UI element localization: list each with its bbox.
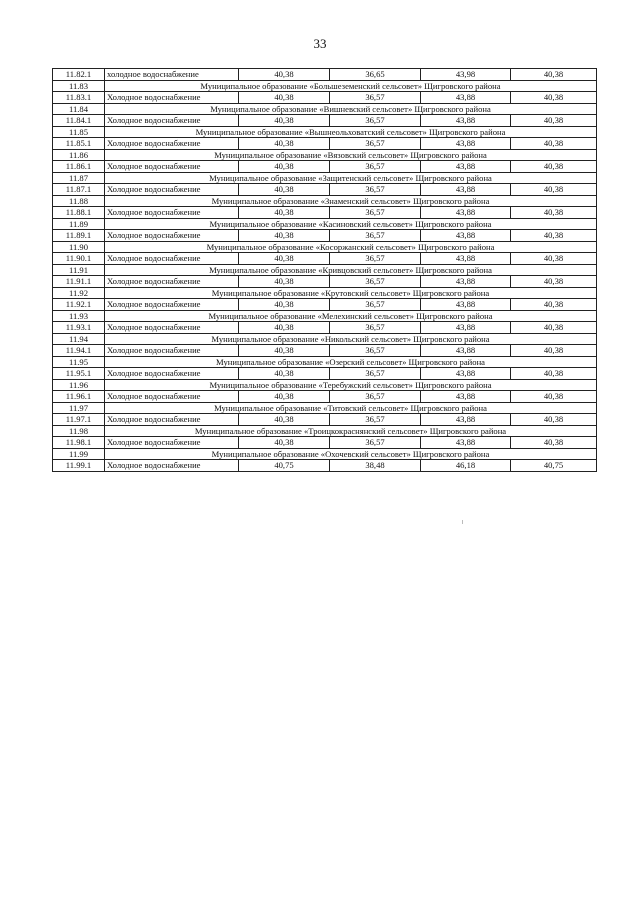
tariff-value-1: 40,38: [239, 207, 330, 219]
municipality-title: Муниципальное образование «Озерский сельсовет» Щигровского района: [105, 356, 597, 368]
tariff-value-4: 40,38: [511, 253, 597, 265]
row-code: 11.83.1: [53, 92, 105, 104]
municipality-header-row: [53, 195, 597, 207]
service-name: Холодное водоснабжение: [105, 92, 239, 104]
tariff-row: [53, 253, 597, 265]
tariff-value-3: 43,98: [421, 69, 511, 81]
tariff-value-4: 40,38: [511, 391, 597, 403]
row-code: 11.89: [53, 218, 105, 230]
service-name: Холодное водоснабжение: [105, 161, 239, 173]
municipality-title: Муниципальное образование «Троицкокраснянский сельсовет» Щигровского района: [105, 425, 597, 437]
tariff-value-3: 43,88: [421, 276, 511, 288]
row-code: 11.99.1: [53, 460, 105, 472]
municipality-header-row: [53, 333, 597, 345]
tariff-value-4: 40,38: [511, 161, 597, 173]
service-name: Холодное водоснабжение: [105, 414, 239, 426]
tariff-value-2: 36,57: [330, 92, 421, 104]
row-code: 11.91: [53, 264, 105, 276]
row-code: 11.99: [53, 448, 105, 460]
municipality-header-row: [53, 241, 597, 253]
tariff-value-4: 40,38: [511, 345, 597, 357]
row-code: 11.88.1: [53, 207, 105, 219]
tariff-value-3: 43,88: [421, 299, 511, 311]
tariff-row: [53, 115, 597, 127]
municipality-title: Муниципальное образование «Вязовский сельсовет» Щигровского района: [105, 149, 597, 161]
tariff-value-4: 40,38: [511, 207, 597, 219]
row-code: 11.86: [53, 149, 105, 161]
row-code: 11.94.1: [53, 345, 105, 357]
service-name: Холодное водоснабжение: [105, 460, 239, 472]
municipality-header-row: [53, 402, 597, 414]
tariff-row: [53, 161, 597, 173]
row-code: 11.98: [53, 425, 105, 437]
municipality-title: Муниципальное образование «Касиновский сельсовет» Щигровского района: [105, 218, 597, 230]
tariff-value-4: 40,38: [511, 92, 597, 104]
tariff-row: [53, 460, 597, 472]
tariff-value-1: 40,38: [239, 368, 330, 380]
tariff-table-body: [53, 69, 597, 472]
tariff-value-2: 36,57: [330, 368, 421, 380]
tariff-value-2: 36,57: [330, 345, 421, 357]
row-code: 11.97: [53, 402, 105, 414]
tariff-value-1: 40,75: [239, 460, 330, 472]
municipality-title: Муниципальное образование «Никольский сельсовет» Щигровского района: [105, 333, 597, 345]
municipality-header-row: [53, 126, 597, 138]
tariff-value-4: 40,38: [511, 184, 597, 196]
tariff-value-2: 36,57: [330, 437, 421, 449]
page-number: 33: [313, 36, 327, 51]
tariff-value-2: 36,57: [330, 391, 421, 403]
tariff-value-2: 36,57: [330, 207, 421, 219]
row-code: 11.96: [53, 379, 105, 391]
tariff-value-2: 36,57: [330, 414, 421, 426]
tariff-value-4: 40,38: [511, 69, 597, 81]
tariff-row: [53, 414, 597, 426]
tariff-row: [53, 368, 597, 380]
tariff-value-2: 36,57: [330, 161, 421, 173]
municipality-title: Муниципальное образование «Теребужский сельсовет» Щигровского района: [105, 379, 597, 391]
row-code: 11.88: [53, 195, 105, 207]
tariff-value-1: 40,38: [239, 391, 330, 403]
tariff-value-1: 40,38: [239, 253, 330, 265]
municipality-title: Муниципальное образование «Крутовский сельсовет» Щигровского района: [105, 287, 597, 299]
municipality-header-row: [53, 287, 597, 299]
row-code: 11.86.1: [53, 161, 105, 173]
tariff-value-1: 40,38: [239, 322, 330, 334]
row-code: 11.83: [53, 80, 105, 92]
tariff-row: [53, 184, 597, 196]
municipality-title: Муниципальное образование «Вишневский сельсовет» Щигровского района: [105, 103, 597, 115]
tariff-row: [53, 230, 597, 242]
tariff-value-3: 43,88: [421, 138, 511, 150]
municipality-header-row: [53, 218, 597, 230]
tariff-value-3: 43,88: [421, 207, 511, 219]
municipality-title: Муниципальное образование «Мелехинский сельсовет» Щигровского района: [105, 310, 597, 322]
stray-mark: [462, 520, 463, 524]
tariff-value-4: 40,38: [511, 138, 597, 150]
row-code: 11.96.1: [53, 391, 105, 403]
row-code: 11.94: [53, 333, 105, 345]
row-code: 11.84.1: [53, 115, 105, 127]
row-code: 11.82.1: [53, 69, 105, 81]
tariff-value-1: 40,38: [239, 92, 330, 104]
tariff-row: [53, 207, 597, 219]
municipality-title: Муниципальное образование «Защитенский сельсовет» Щигровского района: [105, 172, 597, 184]
service-name: Холодное водоснабжение: [105, 138, 239, 150]
tariff-value-2: 36,57: [330, 115, 421, 127]
tariff-row: [53, 299, 597, 311]
municipality-header-row: [53, 103, 597, 115]
tariff-value-4: 40,75: [511, 460, 597, 472]
tariff-value-3: 43,88: [421, 184, 511, 196]
municipality-header-row: [53, 356, 597, 368]
tariff-row: [53, 391, 597, 403]
tariff-value-3: 43,88: [421, 391, 511, 403]
tariff-value-1: 40,38: [239, 414, 330, 426]
tariff-value-2: 36,57: [330, 299, 421, 311]
row-code: 11.95: [53, 356, 105, 368]
row-code: 11.90.1: [53, 253, 105, 265]
municipality-title: Муниципальное образование «Косоржанский сельсовет» Щигровского района: [105, 241, 597, 253]
row-code: 11.85: [53, 126, 105, 138]
tariff-value-3: 43,88: [421, 414, 511, 426]
tariff-value-3: 43,88: [421, 92, 511, 104]
tariff-value-1: 40,38: [239, 345, 330, 357]
tariff-value-4: 40,38: [511, 437, 597, 449]
tariff-value-3: 43,88: [421, 253, 511, 265]
municipality-title: Муниципальное образование «Охочевский сельсовет» Щигровского района: [105, 448, 597, 460]
service-name: холодное водоснабжение: [105, 69, 239, 81]
tariff-value-3: 43,88: [421, 437, 511, 449]
tariff-value-4: 40,38: [511, 276, 597, 288]
service-name: Холодное водоснабжение: [105, 253, 239, 265]
tariff-row: [53, 322, 597, 334]
tariff-value-4: 40,38: [511, 299, 597, 311]
service-name: Холодное водоснабжение: [105, 368, 239, 380]
tariff-value-2: 36,57: [330, 276, 421, 288]
municipality-header-row: [53, 425, 597, 437]
tariff-value-4: 40,38: [511, 115, 597, 127]
tariff-row: [53, 138, 597, 150]
tariff-value-1: 40,38: [239, 69, 330, 81]
row-code: 11.87.1: [53, 184, 105, 196]
tariff-value-2: 36,57: [330, 184, 421, 196]
municipality-header-row: [53, 379, 597, 391]
tariff-value-3: 43,88: [421, 368, 511, 380]
service-name: Холодное водоснабжение: [105, 276, 239, 288]
municipality-header-row: [53, 172, 597, 184]
tariff-row: [53, 92, 597, 104]
tariff-value-2: 36,57: [330, 138, 421, 150]
row-code: 11.87: [53, 172, 105, 184]
tariff-value-3: 46,18: [421, 460, 511, 472]
tariff-value-4: 40,38: [511, 414, 597, 426]
municipality-header-row: [53, 448, 597, 460]
tariff-value-4: 40,38: [511, 368, 597, 380]
row-code: 11.84: [53, 103, 105, 115]
tariff-value-1: 40,38: [239, 184, 330, 196]
tariff-row: [53, 69, 597, 81]
tariff-value-4: 40,38: [511, 230, 597, 242]
row-code: 11.93.1: [53, 322, 105, 334]
row-code: 11.89.1: [53, 230, 105, 242]
row-code: 11.91.1: [53, 276, 105, 288]
tariff-value-3: 43,88: [421, 115, 511, 127]
tariff-value-1: 40,38: [239, 115, 330, 127]
service-name: Холодное водоснабжение: [105, 391, 239, 403]
tariff-row: [53, 345, 597, 357]
tariff-value-1: 40,38: [239, 230, 330, 242]
service-name: Холодное водоснабжение: [105, 345, 239, 357]
service-name: Холодное водоснабжение: [105, 115, 239, 127]
tariff-value-3: 43,88: [421, 230, 511, 242]
tariff-value-2: 38,48: [330, 460, 421, 472]
tariff-value-4: 40,38: [511, 322, 597, 334]
municipality-header-row: [53, 80, 597, 92]
tariff-value-2: 36,57: [330, 322, 421, 334]
tariff-row: [53, 276, 597, 288]
tariff-row: [53, 437, 597, 449]
tariff-value-1: 40,38: [239, 299, 330, 311]
municipality-header-row: [53, 310, 597, 322]
tariff-value-3: 43,88: [421, 345, 511, 357]
tariff-value-1: 40,38: [239, 276, 330, 288]
municipality-header-row: [53, 149, 597, 161]
municipality-title: Муниципальное образование «Титовский сельсовет» Щигровского района: [105, 402, 597, 414]
row-code: 11.97.1: [53, 414, 105, 426]
row-code: 11.95.1: [53, 368, 105, 380]
row-code: 11.90: [53, 241, 105, 253]
municipality-title: Муниципальное образование «Большеземенский сельсовет» Щигровского района: [105, 80, 597, 92]
row-code: 11.93: [53, 310, 105, 322]
row-code: 11.92.1: [53, 299, 105, 311]
service-name: Холодное водоснабжение: [105, 322, 239, 334]
service-name: Холодное водоснабжение: [105, 184, 239, 196]
row-code: 11.98.1: [53, 437, 105, 449]
tariff-value-1: 40,38: [239, 161, 330, 173]
municipality-title: Муниципальное образование «Вышнеольховатский сельсовет» Щигровского района: [105, 126, 597, 138]
service-name: Холодное водоснабжение: [105, 230, 239, 242]
row-code: 11.85.1: [53, 138, 105, 150]
municipality-header-row: [53, 264, 597, 276]
tariff-value-3: 43,88: [421, 161, 511, 173]
service-name: Холодное водоснабжение: [105, 207, 239, 219]
tariff-table: [52, 68, 597, 472]
tariff-value-3: 43,88: [421, 322, 511, 334]
tariff-value-2: 36,57: [330, 230, 421, 242]
municipality-title: Муниципальное образование «Кривцовский сельсовет» Щигровского района: [105, 264, 597, 276]
tariff-value-2: 36,57: [330, 253, 421, 265]
tariff-value-2: 36,65: [330, 69, 421, 81]
service-name: Холодное водоснабжение: [105, 437, 239, 449]
tariff-value-1: 40,38: [239, 138, 330, 150]
service-name: Холодное водоснабжение: [105, 299, 239, 311]
tariff-value-1: 40,38: [239, 437, 330, 449]
municipality-title: Муниципальное образование «Знаменский сельсовет» Щигровского района: [105, 195, 597, 207]
row-code: 11.92: [53, 287, 105, 299]
